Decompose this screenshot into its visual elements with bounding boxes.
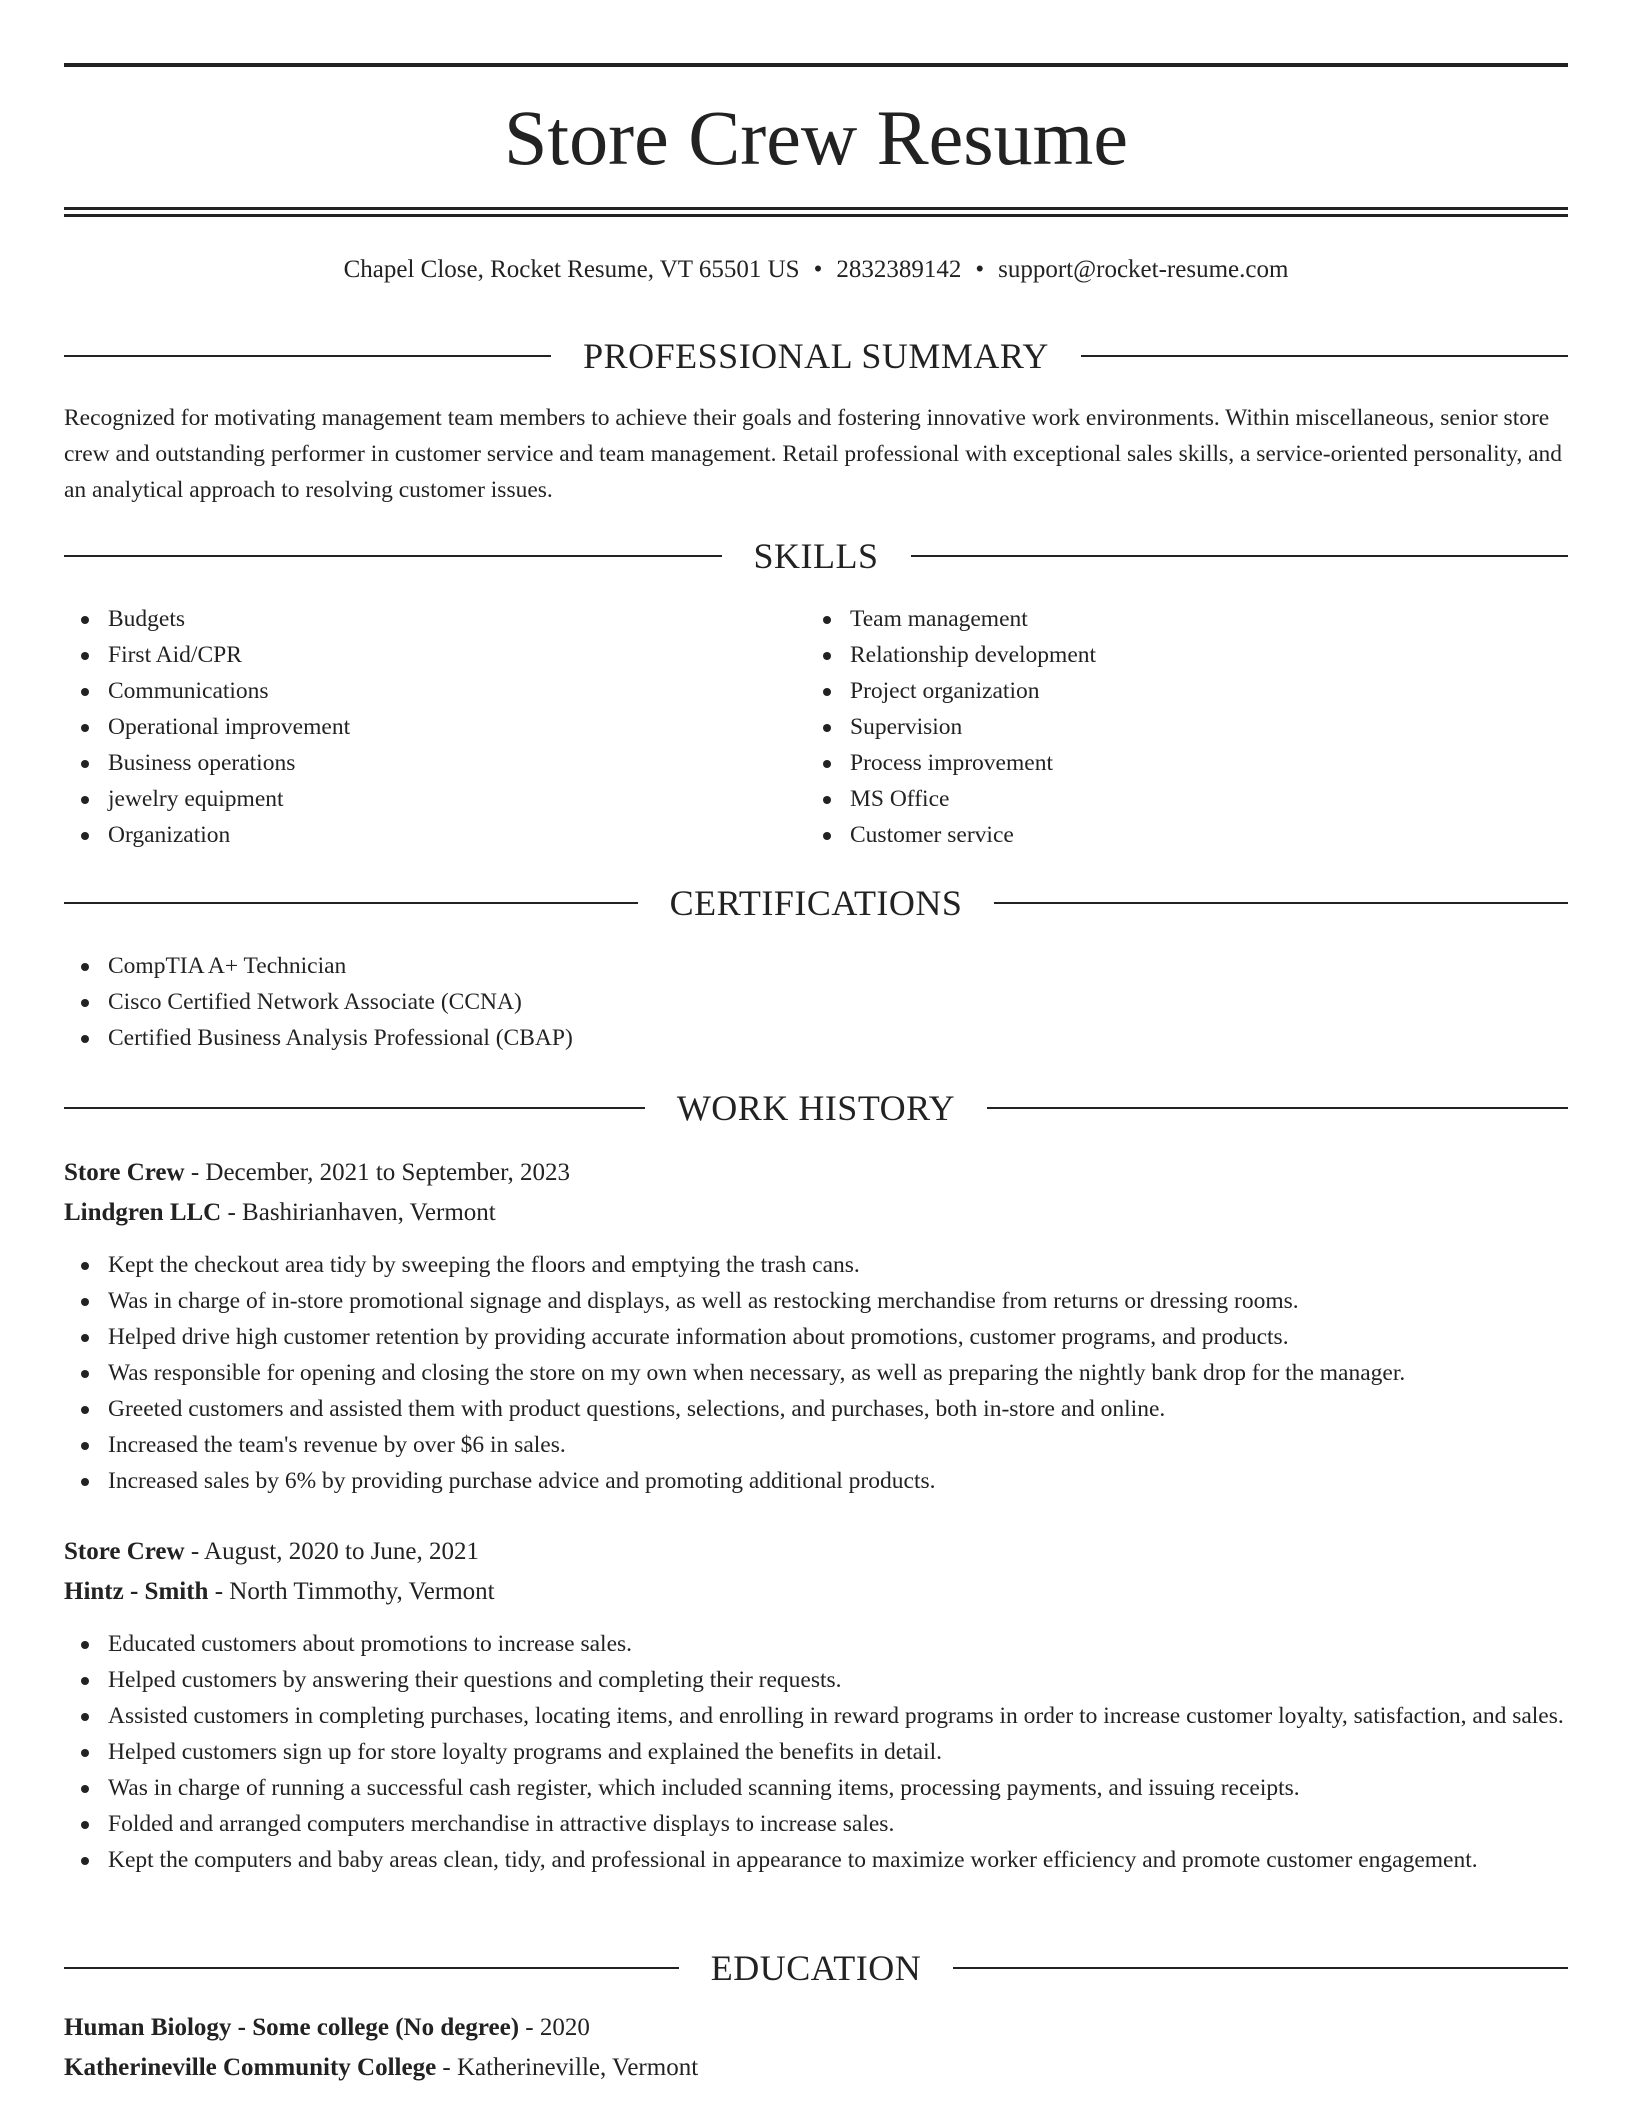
certifications-heading: CERTIFICATIONS [669, 883, 963, 923]
job-bullet: Kept the checkout area tidy by sweeping the floors and emptying the trash cans. [64, 1247, 1568, 1283]
skills-list-left [64, 601, 764, 853]
job-title: Store Crew [64, 1159, 185, 1186]
section-heading-summary [64, 334, 1568, 378]
job-bullets [64, 1247, 1568, 1499]
section-heading-certifications [64, 881, 1568, 925]
contact-line [64, 252, 1568, 288]
job-location: - Bashirianhaven, Vermont [221, 1199, 496, 1226]
contact-phone: 2832389142 [836, 256, 962, 283]
job-title-line [64, 1153, 1568, 1193]
job-bullets [64, 1626, 1568, 1878]
job-bullet: Increased sales by 6% by providing purchase advice and promoting additional products. [64, 1463, 1568, 1499]
job-bullet: Helped customers by answering their questions and completing their requests. [64, 1662, 1568, 1698]
job-bullet: Greeted customers and assisted them with product questions, selections, and purchases, both in-store and online. [64, 1391, 1568, 1427]
title-double-rule [64, 207, 1568, 217]
job-bullet: Increased the team's revenue by over $6 in sales. [64, 1427, 1568, 1463]
heading-rule [953, 1967, 1568, 1969]
certifications-list [64, 948, 1568, 1056]
top-rule [64, 63, 1568, 67]
job-bullet: Was responsible for opening and closing the store on my own when necessary, as well as preparing the nightly bank drop for the manager. [64, 1355, 1568, 1391]
job-company: Hintz - Smith [64, 1578, 209, 1605]
skill-item: Supervision [806, 709, 1506, 745]
skill-item: MS Office [806, 781, 1506, 817]
contact-separator: • [813, 256, 823, 283]
job-company: Lindgren LLC [64, 1199, 222, 1226]
summary-heading: PROFESSIONAL SUMMARY [583, 336, 1049, 376]
heading-rule [64, 1107, 645, 1109]
skill-item: Process improvement [806, 745, 1506, 781]
contact-separator: • [975, 256, 985, 283]
skill-item: Relationship development [806, 637, 1506, 673]
job-bullet: Helped customers sign up for store loyalty programs and explained the benefits in detail. [64, 1734, 1568, 1770]
section-heading-skills [64, 534, 1568, 578]
skills-list-right [806, 601, 1506, 853]
contact-address: Chapel Close, Rocket Resume, VT 65501 US [343, 256, 800, 283]
skill-item: Budgets [64, 601, 764, 637]
job-bullet: Was in charge of running a successful cash register, which included scanning items, processing payments, and issuing receipts. [64, 1770, 1568, 1806]
heading-rule [911, 555, 1569, 557]
education-degree: Human Biology - Some college (No degree) [64, 2014, 520, 2041]
heading-rule [64, 355, 551, 357]
job-location: - North Timmothy, Vermont [208, 1578, 495, 1605]
job-bullet: Was in charge of in-store promotional signage and displays, as well as restocking merchandise from returns or dressing rooms. [64, 1283, 1568, 1319]
resume-title: Store Crew Resume [504, 94, 1128, 181]
skill-item: Business operations [64, 745, 764, 781]
skill-item: Operational improvement [64, 709, 764, 745]
summary-text: Recognized for motivating management team members to achieve their goals and fostering innovative work environments. Within miscellaneous, senior store crew and outstanding performer in customer service and team management. Retail professional with exceptional sales skills, a service-oriented personality, and an analytical approach to resolving customer issues. [64, 405, 1563, 503]
section-heading-work [64, 1086, 1568, 1130]
contact-email: support@rocket-resume.com [998, 256, 1289, 283]
job-entry [64, 1532, 1568, 1878]
job-dates: - August, 2020 to June, 2021 [184, 1538, 480, 1565]
job-bullet: Helped drive high customer retention by providing accurate information about promotions, customer programs, and products. [64, 1319, 1568, 1355]
skill-item: jewelry equipment [64, 781, 764, 817]
certification-item: CompTIA A+ Technician [64, 948, 1568, 984]
education-heading: EDUCATION [710, 1948, 922, 1988]
heading-rule [994, 902, 1568, 904]
skill-item: Organization [64, 817, 764, 853]
heading-rule [987, 1107, 1568, 1109]
skill-item: Communications [64, 673, 764, 709]
education-degree-line [64, 2008, 1568, 2048]
job-bullet: Educated customers about promotions to increase sales. [64, 1626, 1568, 1662]
heading-rule [64, 555, 722, 557]
job-bullet: Assisted customers in completing purchases, locating items, and enrolling in reward programs in order to increase customer loyalty, satisfaction, and sales. [64, 1698, 1568, 1734]
education-year: - 2020 [519, 2014, 590, 2041]
certification-item: Cisco Certified Network Associate (CCNA) [64, 984, 1568, 1020]
education-school-line [64, 2048, 1568, 2088]
education-entry [64, 2008, 1568, 2088]
job-bullet: Kept the computers and baby areas clean, tidy, and professional in appearance to maximize worker efficiency and promote customer engagement. [64, 1842, 1568, 1878]
section-heading-education [64, 1946, 1568, 1990]
skill-item: Team management [806, 601, 1506, 637]
job-title-line [64, 1532, 1568, 1572]
heading-rule [64, 1967, 679, 1969]
job-entry [64, 1153, 1568, 1499]
skill-item: Customer service [806, 817, 1506, 853]
skill-item: Project organization [806, 673, 1506, 709]
certification-item: Certified Business Analysis Professional (CBAP) [64, 1020, 1568, 1056]
job-company-line [64, 1193, 1568, 1233]
education-school: Katherineville Community College [64, 2054, 437, 2081]
job-title: Store Crew [64, 1538, 185, 1565]
education-location: - Katherineville, Vermont [436, 2054, 699, 2081]
heading-rule [1081, 355, 1568, 357]
job-bullet: Folded and arranged computers merchandise in attractive displays to increase sales. [64, 1806, 1568, 1842]
skill-item: First Aid/CPR [64, 637, 764, 673]
job-company-line [64, 1572, 1568, 1612]
work-heading: WORK HISTORY [676, 1088, 956, 1128]
job-dates: - December, 2021 to September, 2023 [184, 1159, 570, 1186]
skills-heading: SKILLS [753, 536, 879, 576]
heading-rule [64, 902, 638, 904]
